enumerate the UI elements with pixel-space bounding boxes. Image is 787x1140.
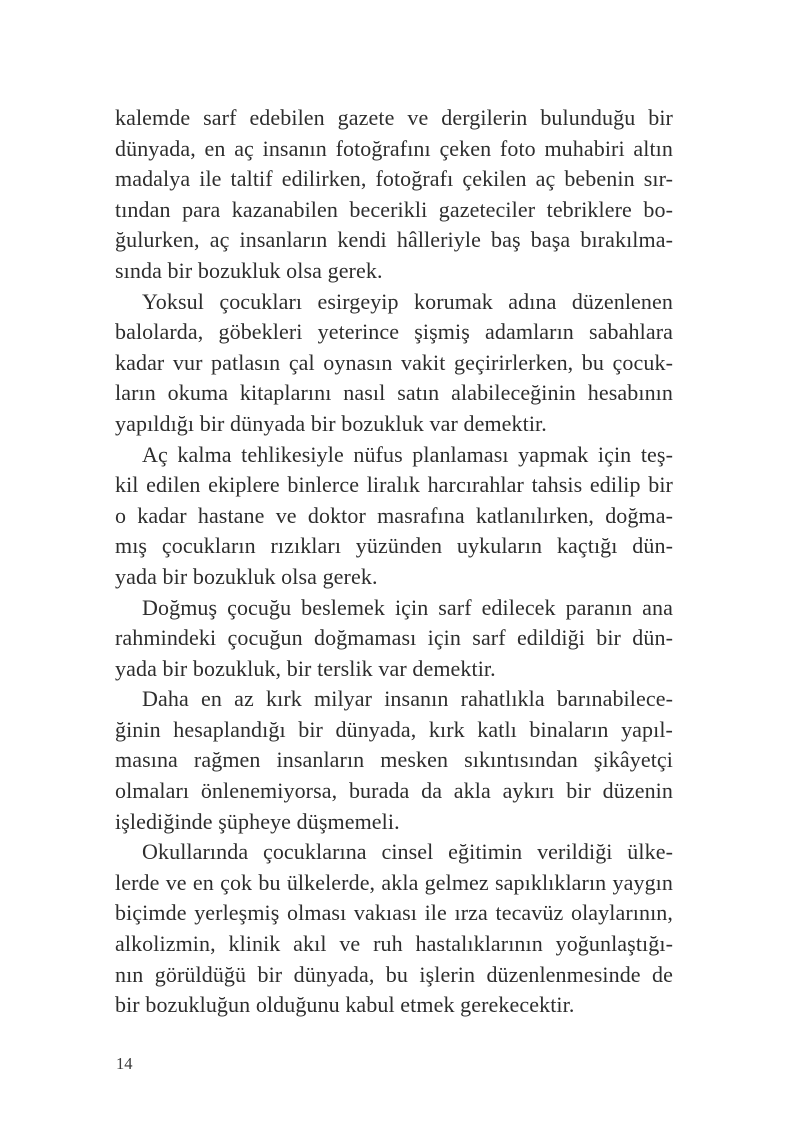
text-line: ğinin hesaplandığı bir dünyada, kırk katlı binaların yapıl- <box>115 716 673 742</box>
body-text <box>115 103 673 1021</box>
text-line: biçimde yerleşmiş olması vakıası ile ırza tecavüz olaylarının, <box>115 900 673 926</box>
text-line: Doğmuş çocuğu beslemek için sarf edilecek paranın ana <box>142 594 673 620</box>
text-line: kalemde sarf edebilen gazete ve dergilerin bulunduğu bir <box>115 105 673 130</box>
text-line: alkolizmin, klinik akıl ve ruh hastalıklarının yoğunlaştığı- <box>115 931 673 957</box>
text-line: kil edilen ekiplere binlerce liralık harcırahlar tahsis edilip bir <box>115 472 673 498</box>
text-line: lerde ve en çok bu ülkelerde, akla gelmez sapıklıkların yaygın <box>115 869 673 895</box>
paragraph <box>115 593 673 685</box>
text-line: masına rağmen insanların mesken sıkıntısından şikâyetçi <box>115 747 673 773</box>
text-line: sında bir bozukluk olsa gerek. <box>115 257 383 283</box>
text-line: balolarda, göbekleri yeterince şişmiş adamların sabahlara <box>115 319 673 345</box>
text-line: nın görüldüğü bir dünyada, bu işlerin düzenlenmesinde de <box>115 961 673 987</box>
text-line: Okullarında çocuklarına cinsel eğitimin verildiği ülke- <box>142 839 673 865</box>
text-line: o kadar hastane ve doktor masrafına katlanılırken, doğma- <box>115 502 673 528</box>
text-line: tından para kazanabilen becerikli gazeteciler tebriklere bo- <box>115 196 673 222</box>
paragraph <box>115 684 673 837</box>
paragraph <box>115 103 673 287</box>
text-line: olmaları önlenemiyorsa, burada da akla aykırı bir düzenin <box>115 778 673 804</box>
text-line: madalya ile taltif edilirken, fotoğrafı çekilen aç bebenin sır- <box>115 166 673 192</box>
text-line: rahmindeki çocuğun doğmaması için sarf edildiği bir dün- <box>115 625 673 651</box>
text-line: Daha en az kırk milyar insanın rahatlıkla barınabilece- <box>142 686 673 712</box>
text-line: mış çocukların rızıkları yüzünden uykuların kaçtığı dün- <box>115 533 673 559</box>
text-line: ğulurken, aç insanların kendi hâlleriyle baş başa bırakılma- <box>115 227 673 253</box>
paragraph <box>115 837 673 1021</box>
text-line: yada bir bozukluk, bir terslik var demektir. <box>115 655 496 681</box>
text-line: bir bozukluğun olduğunu kabul etmek gerekecektir. <box>115 992 575 1018</box>
text-line: yapıldığı bir dünyada bir bozukluk var demektir. <box>115 410 547 436</box>
text-line: ların okuma kitaplarını nasıl satın alabileceğinin hesabının <box>115 380 673 406</box>
text-line: Yoksul çocukları esirgeyip korumak adına düzenlenen <box>142 288 673 314</box>
text-line: Aç kalma tehlikesiyle nüfus planlaması yapmak için teş- <box>142 441 673 467</box>
text-line: işlediğinde şüpheye düşmemeli. <box>115 808 400 834</box>
page-number: 14 <box>116 1054 133 1073</box>
text-line: dünyada, en aç insanın fotoğrafını çeken foto muhabiri altın <box>115 135 673 161</box>
text-line: kadar vur patlasın çal oynasın vakit geçirirlerken, bu çocuk- <box>115 349 673 375</box>
paragraph <box>115 440 673 593</box>
text-line: yada bir bozukluk olsa gerek. <box>115 563 378 589</box>
paragraph <box>115 287 673 440</box>
